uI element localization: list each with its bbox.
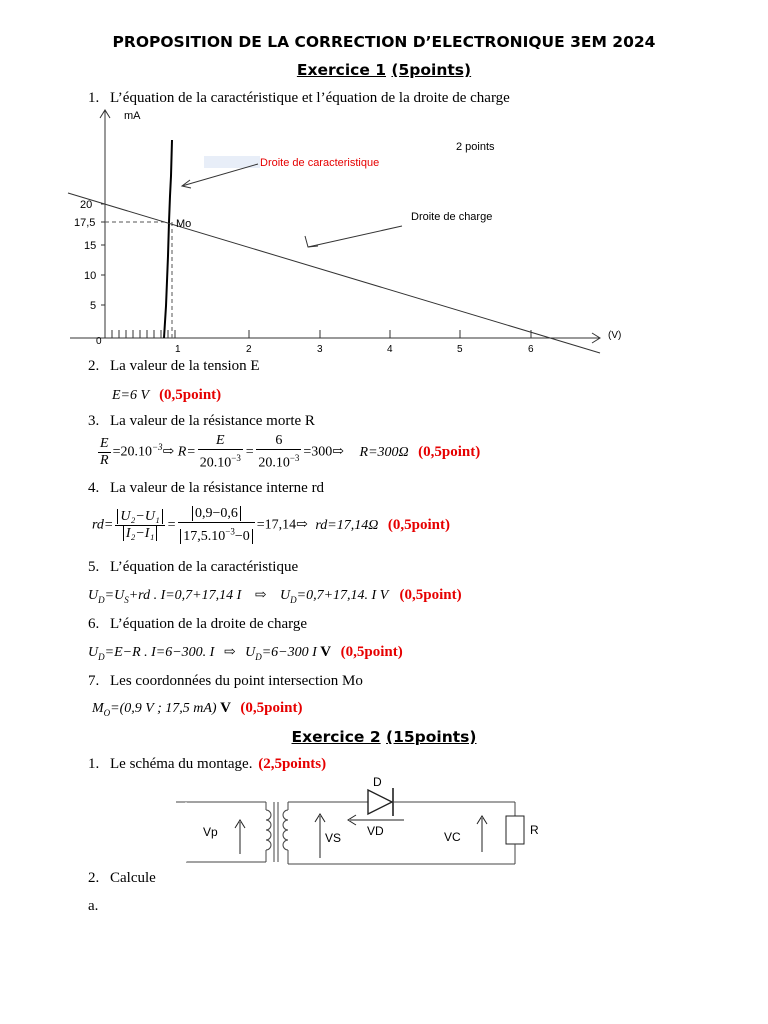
characteristic-curve bbox=[164, 140, 172, 338]
y-tick-20: 20 bbox=[80, 199, 93, 211]
question-7: 7. Les coordonnées du point intersection Mo bbox=[88, 673, 363, 689]
exercise2-heading: Exercice 2 (15points) bbox=[291, 728, 477, 746]
x-tick-5: 5 bbox=[457, 344, 463, 355]
answer-3: $\frac{E}{R}$ $=20.10^{-3}⇨$ R= $\frac{E}{20.10^{-3}}$ = $\frac{6}{20.10^{-3}}$ =300⇨ R=300Ω (0,5point) bbox=[100, 433, 481, 471]
charge-label: Droite de charge bbox=[411, 211, 493, 223]
page-title: PROPOSITION DE LA CORRECTION D’ELECTRONIQUE 3EM 2024 bbox=[112, 33, 656, 51]
y-tick-15: 15 bbox=[84, 240, 97, 252]
answer-6: $U_D=E-R$ . I=6−300. I ⇨ $U_D=6-300$ I V (0,5point) bbox=[88, 644, 403, 662]
x-tick-1: 1 bbox=[175, 344, 181, 355]
y-tick-5: 5 bbox=[90, 300, 97, 312]
resistor-symbol bbox=[506, 816, 524, 844]
question-6: 6. L’équation de la droite de charge bbox=[88, 616, 308, 632]
primary-coil bbox=[266, 810, 271, 850]
x-tick-6: 6 bbox=[528, 344, 534, 355]
operating-point-label: Mo bbox=[176, 218, 192, 230]
caract-label: Droite de caracteristique bbox=[260, 157, 380, 169]
points-label: 2 points bbox=[456, 141, 495, 153]
characteristic-graph bbox=[60, 106, 640, 356]
diode-label: D bbox=[373, 775, 382, 789]
answer-5: $U_D=U_S+rd$ . I=0,7+17,14 I ⇨ $U_D=0,7+17,14$. I V (0,5point) bbox=[88, 587, 462, 605]
vd-label: VD bbox=[367, 824, 384, 838]
question-2: 2. La valeur de la tension E bbox=[88, 358, 260, 374]
diode-symbol bbox=[368, 790, 392, 814]
exercise1-heading: Exercice 1 (5points) bbox=[296, 61, 472, 79]
question-5: 5. L’équation de la caractéristique bbox=[88, 559, 299, 575]
x-tick-2: 2 bbox=[246, 344, 252, 355]
y-tick-10: 10 bbox=[84, 270, 97, 282]
x-unit-label: (V) bbox=[608, 330, 622, 341]
load-line bbox=[68, 193, 600, 353]
ex2-question-a: a. bbox=[88, 898, 99, 914]
x-tick-4: 4 bbox=[387, 344, 393, 355]
y-unit-label: mA bbox=[124, 110, 141, 122]
x-tick-3: 3 bbox=[317, 344, 323, 355]
question-3: 3. La valeur de la résistance morte R bbox=[88, 413, 315, 429]
question-4: 4. La valeur de la résistance interne rd bbox=[88, 480, 325, 496]
answer-2: E=6 V (0,5point) bbox=[112, 387, 222, 403]
origin-label: 0 bbox=[96, 336, 102, 347]
answer-7: $M_O=(0,9$ V ; 17,5 mA) V (0,5point) bbox=[92, 700, 303, 718]
vp-label: Vp bbox=[203, 825, 218, 839]
answer-4: rd= $\frac{\text{U₂−U₁}}{\text{I₂−I₁}}$ = $\frac{0,9-0,6}{17,5.10^{-3}-0}$ =17,14⇨ rd=17,14Ω (0,5point) bbox=[92, 506, 450, 544]
circuit-diagram bbox=[170, 774, 540, 868]
question-1: 1. L’équation de la caractéristique et l’équation de la droite de charge bbox=[88, 90, 510, 106]
resistor-label: R bbox=[530, 823, 539, 837]
ex2-question-1: 1. Le schéma du montage. (2,5points) bbox=[88, 756, 327, 772]
y-tick-17-5: 17,5 bbox=[74, 217, 96, 229]
vs-label: VS bbox=[325, 831, 342, 845]
vc-label: VC bbox=[444, 830, 461, 844]
secondary-coil bbox=[283, 810, 288, 850]
ex2-question-2: 2. Calcule bbox=[88, 870, 156, 886]
